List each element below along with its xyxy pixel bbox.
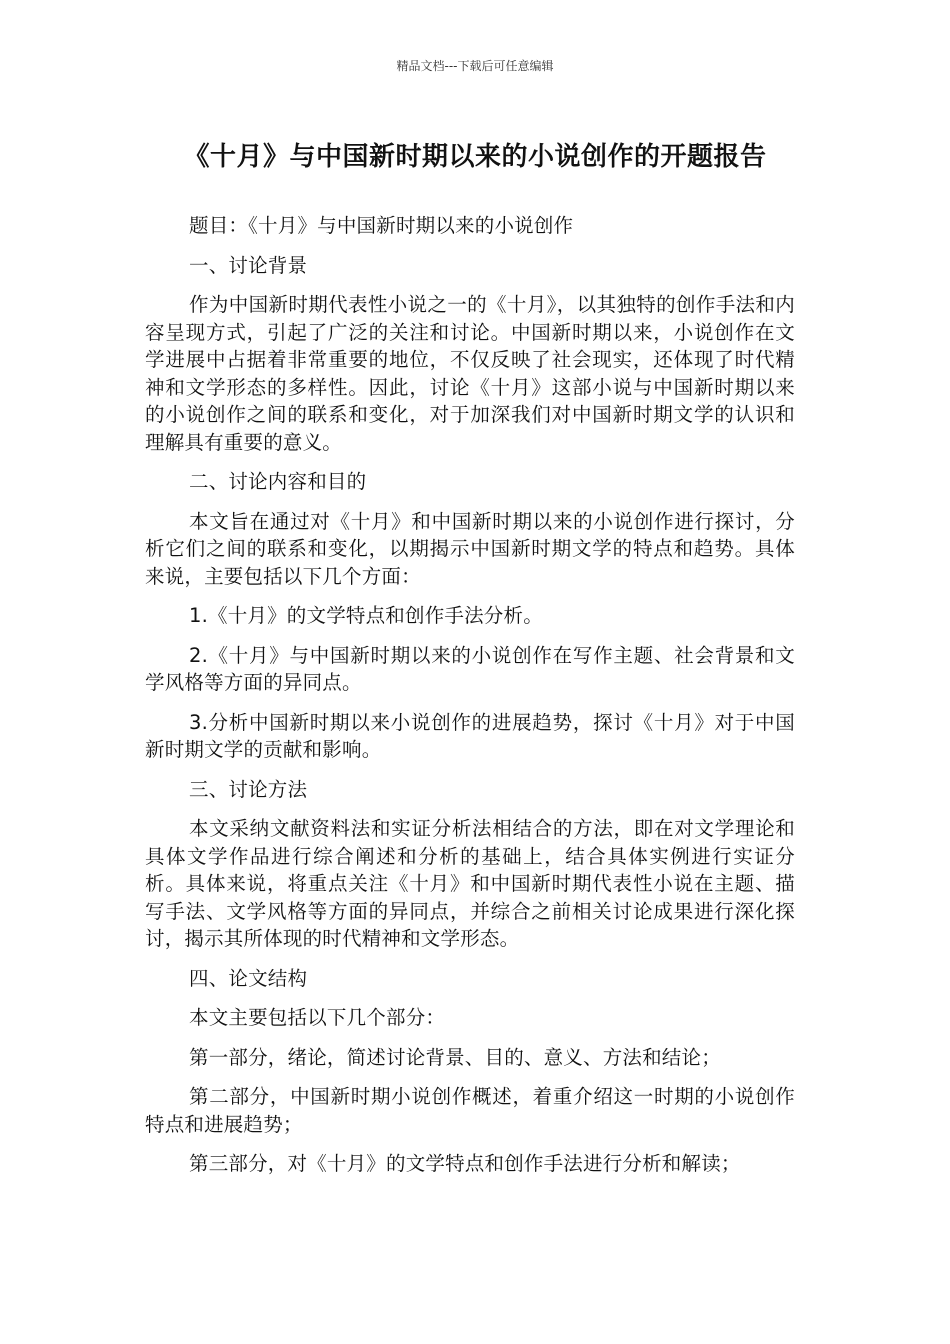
section-heading-structure: 四、论文结构 [189,966,308,990]
section-heading-method: 三、讨论方法 [189,777,308,801]
list-item: 1.《十月》的文学特点和创作手法分析。 [189,604,543,627]
subject-line: 题目：《十月》与中国新时期以来的小说创作 [189,214,574,237]
section-heading-background: 一、讨论背景 [189,253,308,277]
structure-item: 第二部分，中国新时期小说创作概述，着重介绍这一时期的小说创作特点和进展趋势； [145,1085,795,1136]
list-item: 2.《十月》与中国新时期以来的小说创作在写作主题、社会背景和文学风格等方面的异同点。 [145,643,795,694]
body-paragraph: 本文旨在通过对《十月》和中国新时期以来的小说创作进行探讨，分析它们之间的联系和变化，以期揭示中国新时期文学的特点和趋势。具体来说，主要包括以下几个方面： [145,509,795,588]
page-header-watermark: 精品文档---下载后可任意编辑 [396,59,554,73]
body-paragraph: 作为中国新时期代表性小说之一的《十月》，以其独特的创作手法和内容呈现方式，引起了广泛的关注和讨论。中国新时期以来，小说创作在文学进展中占据着非常重要的地位，不仅反映了社会现实，还体现了时代精神和文学形态的多样性。因此，讨论《十月》这部小说与中国新时期以来的小说创作之间的联系和变化，对于加深我们对中国新时期文学的认识和理解具有重要的意义。 [145,293,795,454]
section-heading-content-purpose: 二、讨论内容和目的 [189,470,367,493]
body-paragraph: 本文主要包括以下几个部分： [189,1006,446,1029]
structure-item: 第三部分，对《十月》的文学特点和创作手法进行分析和解读； [189,1152,741,1175]
structure-item: 第一部分，绪论，简述讨论背景、目的、意义、方法和结论； [189,1045,721,1069]
document-title: 《十月》与中国新时期以来的小说创作的开题报告 [183,142,767,172]
body-paragraph: 本文采纳文献资料法和实证分析法相结合的方法，即在对文学理论和具体文学作品进行综合阐述和分析的基础上，结合具体实例进行实证分析。具体来说，将重点关注《十月》和中国新时期代表性小说在主题、描写手法、文学风格等方面的异同点，并综合之前相关讨论成果进行深化探讨，揭示其所体现的时代精神和文学形态。 [145,817,795,950]
document-body [145,212,795,1190]
list-item: 3.分析中国新时期以来小说创作的进展趋势，探讨《十月》对于中国新时期文学的贡献和影响。 [145,710,795,761]
